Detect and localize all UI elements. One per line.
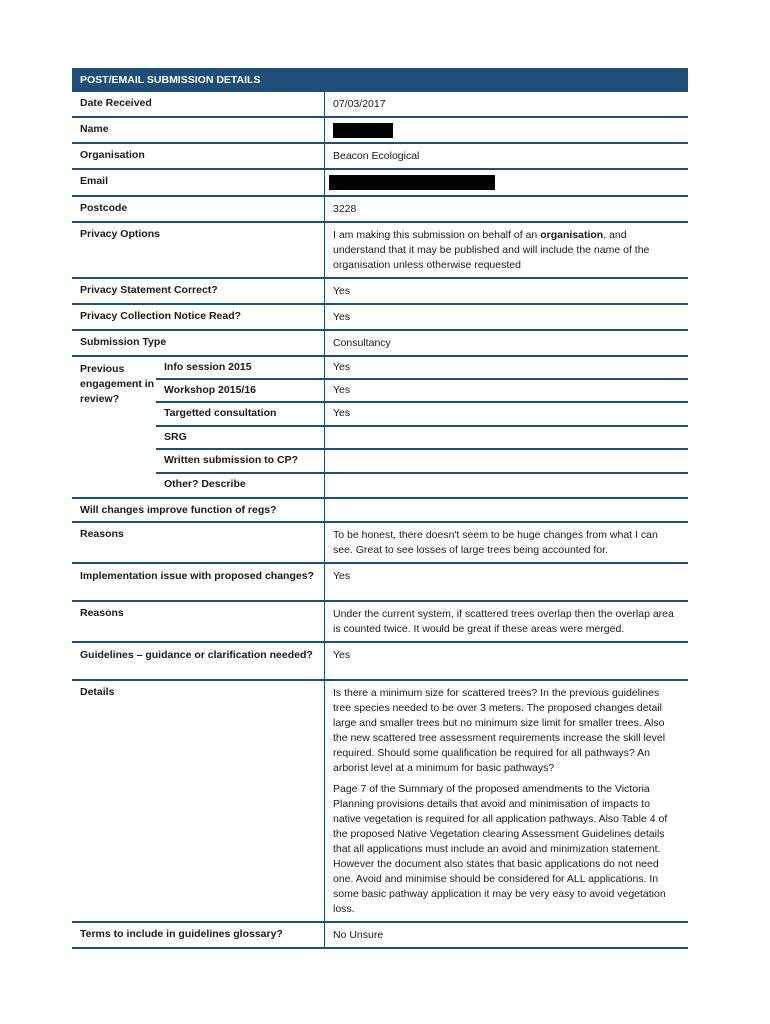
row-organisation <box>72 144 688 170</box>
submission-details-table <box>72 68 688 949</box>
privacy-options-bold: organisation <box>540 228 604 241</box>
label-reasons-1: Reasons <box>72 523 325 562</box>
row-email <box>72 170 688 196</box>
row-name <box>72 118 688 144</box>
label-guidelines: Guidelines – guidance or clarification needed? <box>72 643 325 679</box>
label-implementation-issue: Implementation issue with proposed changes? <box>72 564 325 600</box>
subrow-workshop <box>156 380 688 403</box>
label-improve-function: Will changes improve function of regs? <box>72 499 325 521</box>
privacy-options-text-2: , and understand that it may be published and will include the name of the organisation unless otherwise requested <box>333 228 650 271</box>
label-privacy-options: Privacy Options <box>72 223 325 277</box>
value-organisation: Beacon Ecological <box>333 150 420 163</box>
subrow-other <box>156 474 688 497</box>
sublabel-written-submission: Written submission to CP? <box>156 450 325 471</box>
value-email <box>325 170 688 194</box>
sublabel-other: Other? Describe <box>156 474 325 497</box>
label-name: Name <box>72 118 325 142</box>
value-postcode: 3228 <box>333 202 357 215</box>
row-postcode <box>72 197 688 223</box>
row-submission-type <box>72 331 688 357</box>
row-date-received <box>72 92 688 118</box>
label-privacy-statement: Privacy Statement Correct? <box>72 279 325 303</box>
value-privacy-options <box>325 223 688 277</box>
details-paragraph-2: Page 7 of the Summary of the proposed amendments to the Victoria Planning provisions details that avoid and minimisation of impacts to native vegetation is required for all application pathways. Also Table 4 of the proposed Native Vegetation clearing Assessment Guidelines details that all applications must include an avoid and minimization statement. However the document also states that basic applications do not need one. Avoid and minimise should be considered for ALL applications. In some basic pathway application it may be very easy to avoid vegetation loss. <box>333 782 668 915</box>
label-organisation: Organisation <box>72 144 325 168</box>
row-improve-function <box>72 499 688 523</box>
value-reasons-2: Under the current system, if scattered trees overlap then the overlap area is counted twice. It would be great if these areas were merged. <box>333 607 674 635</box>
row-privacy-options <box>72 223 688 279</box>
table-header: POST/EMAIL SUBMISSION DETAILS <box>72 68 688 92</box>
subvalue-targetted-consultation: Yes <box>333 407 351 420</box>
label-previous-engagement: Previous engagement in review? <box>80 362 155 405</box>
value-privacy-statement: Yes <box>333 284 351 297</box>
value-implementation-issue: Yes <box>333 569 351 582</box>
row-previous-engagement <box>72 357 688 499</box>
subvalue-srg <box>325 427 688 448</box>
details-paragraph-1: Is there a minimum size for scattered trees? In the previous guidelines tree species needed to be over 3 meters. The proposed changes detail large and smaller trees but no minimum size limit for smaller trees. Also the new scattered tree assessment requirements increase the skill level required. Should some qualification be required for all pathways? An arborist level at a minimum for basic pathways? <box>333 686 666 774</box>
subrow-info-session <box>156 357 688 380</box>
row-privacy-statement <box>72 279 688 305</box>
value-submission-type: Consultancy <box>333 336 391 349</box>
label-submission-type: Submission Type <box>72 331 325 355</box>
label-glossary: Terms to include in guidelines glossary? <box>72 923 325 947</box>
value-date-received: 07/03/2017 <box>333 98 386 110</box>
subvalue-info-session: Yes <box>333 360 351 373</box>
label-reasons-2: Reasons <box>72 602 325 641</box>
subrow-targetted-consultation <box>156 403 688 426</box>
subrow-srg <box>156 427 688 450</box>
subrow-written-submission <box>156 450 688 473</box>
subvalue-written-submission <box>325 450 688 471</box>
value-reasons-1: To be honest, there doesn't seem to be huge changes from what I can see. Great to see losses of large trees being accounted for. <box>333 528 658 556</box>
sublabel-targetted-consultation: Targetted consultation <box>156 403 325 424</box>
value-privacy-notice: Yes <box>333 310 351 323</box>
value-improve-function <box>325 499 688 521</box>
row-guidelines <box>72 643 688 681</box>
value-guidelines: Yes <box>333 648 351 661</box>
label-details: Details <box>72 681 325 921</box>
value-glossary: No Unsure <box>333 928 384 941</box>
redaction-email <box>329 175 495 190</box>
row-implementation-issue <box>72 564 688 602</box>
row-glossary <box>72 923 688 949</box>
row-reasons-1 <box>72 523 688 564</box>
value-name <box>325 118 688 142</box>
value-details <box>325 681 688 921</box>
label-postcode: Postcode <box>72 197 325 221</box>
redaction-name <box>333 123 393 138</box>
row-details <box>72 681 688 923</box>
subvalue-other <box>325 474 688 497</box>
row-privacy-notice <box>72 305 688 331</box>
privacy-options-text-1: I am making this submission on behalf of an <box>333 228 541 241</box>
row-reasons-2 <box>72 602 688 643</box>
sublabel-info-session: Info session 2015 <box>156 357 325 378</box>
label-email: Email <box>72 170 325 194</box>
subvalue-workshop: Yes <box>333 383 351 396</box>
sublabel-workshop: Workshop 2015/16 <box>156 380 325 401</box>
label-date-received: Date Received <box>72 92 325 116</box>
previous-engagement-list <box>156 357 688 497</box>
label-privacy-notice: Privacy Collection Notice Read? <box>72 305 325 329</box>
sublabel-srg: SRG <box>156 427 325 448</box>
